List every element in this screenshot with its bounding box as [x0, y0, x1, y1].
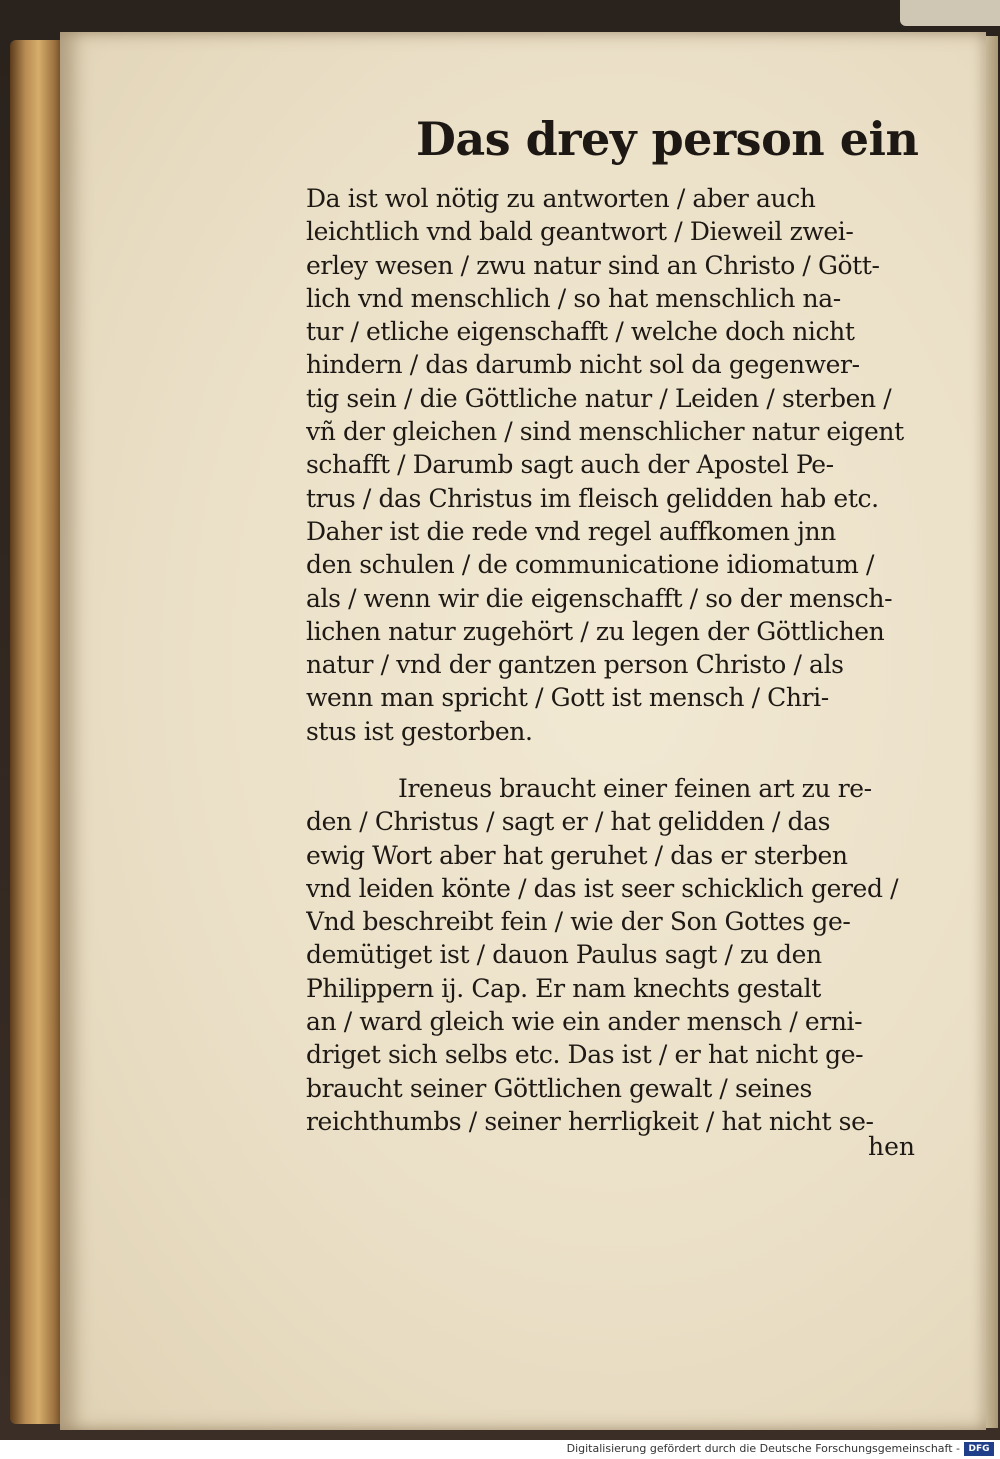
page-heading: Das drey person ein	[416, 112, 919, 166]
text-line: hindern / das darumb nicht sol da gegenwer-	[306, 350, 860, 380]
paragraph-1	[306, 182, 936, 748]
text-line: demütiget ist / dauon Paulus sagt / zu den	[306, 940, 822, 970]
text-line: tur / etliche eigenschafft / welche doch nicht	[306, 317, 855, 347]
text-line: braucht seiner Göttlichen gewalt / seines	[306, 1073, 812, 1103]
text-line: Vnd beschreibt fein / wie der Son Gottes ge-	[306, 907, 851, 937]
page-right-edge	[984, 36, 998, 1428]
text-line: stus ist gestorben.	[306, 716, 533, 746]
text-line: als / wenn wir die eigenschafft / so der mensch-	[306, 583, 893, 613]
text-line: reichthumbs / seiner herrligkeit / hat nicht se-	[306, 1106, 874, 1136]
text-line: leichtlich vnd bald geantwort / Dieweil zwei-	[306, 217, 854, 247]
text-line: ewig Wort aber hat geruhet / das er sterben	[306, 840, 848, 870]
text-line: tig sein / die Göttliche natur / Leiden / sterben /	[306, 383, 892, 413]
text-line: Ireneus braucht einer feinen art zu re-	[398, 774, 872, 803]
text-line: erley wesen / zwu natur sind an Christo / Gött-	[306, 250, 880, 280]
text-line: Daher ist die rede vnd regel auffkomen jnn	[306, 516, 836, 546]
text-line: natur / vnd der gantzen person Christo / als	[306, 650, 844, 680]
text-line: trus / das Christus im fleisch gelidden hab etc.	[306, 483, 879, 513]
text-line: driget sich selbs etc. Das ist / er hat nicht ge-	[306, 1040, 864, 1070]
text-line: vnd leiden könte / das ist seer schicklich gered /	[306, 873, 899, 903]
catchword: hen	[868, 1132, 915, 1161]
text-line: schafft / Darumb sagt auch der Apostel Pe-	[306, 450, 834, 480]
footer-credit: Digitalisierung gefördert durch die Deutsche Forschungsgemeinschaft -	[566, 1442, 960, 1455]
text-line: vñ der gleichen / sind menschlicher natur eigent	[306, 417, 904, 447]
paragraph-2	[306, 772, 936, 1138]
text-line: Philippern ij. Cap. Er nam knechts gestalt	[306, 973, 821, 1003]
text-line: an / ward gleich wie ein ander mensch / erni-	[306, 1007, 863, 1037]
text-line: lichen natur zugehört / zu legen der Göttlichen	[306, 616, 885, 646]
book-spine	[10, 40, 62, 1424]
text-line: den / Christus / sagt er / hat gelidden / das	[306, 807, 831, 837]
text-line: lich vnd menschlich / so hat menschlich na-	[306, 283, 841, 313]
text-line: wenn man spricht / Gott ist mensch / Chri-	[306, 683, 829, 713]
footer-bar	[0, 1440, 1000, 1459]
text-line: Da ist wol nötig zu antworten / aber auch	[306, 184, 816, 213]
dfg-logo: DFG	[964, 1442, 994, 1456]
text-line: den schulen / de communicatione idiomatum /	[306, 550, 875, 580]
book-top-edge	[900, 0, 1000, 26]
